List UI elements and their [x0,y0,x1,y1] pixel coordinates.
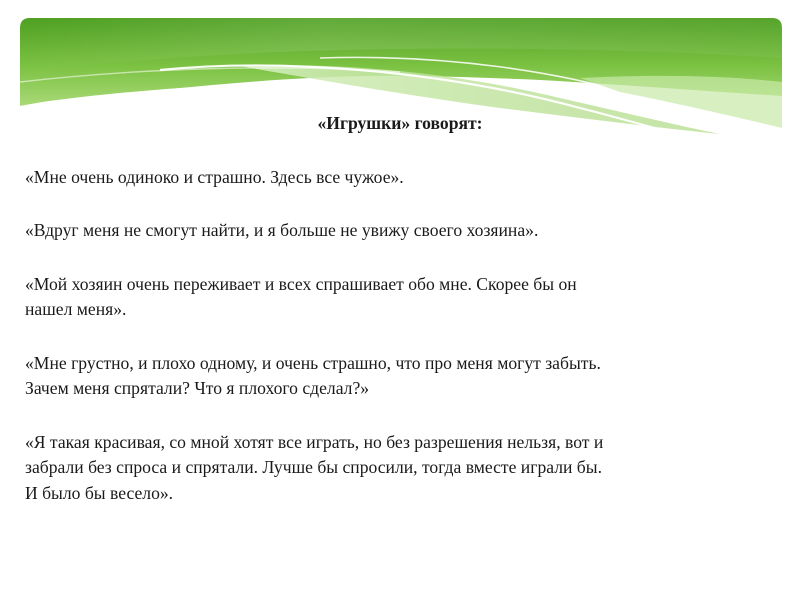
quote-paragraph-1 [25,165,775,191]
quote-line: «Мне грустно, и плохо одному, и очень страшно, что про меня могут забыть. [25,352,601,373]
quote-paragraph-4 [25,351,775,402]
slide-text [25,111,775,506]
quote-line: Зачем меня спрятали? Что я плохого сделал?» [25,378,370,398]
quote-line: забрали без спроса и спрятали. Лучше бы спросили, тогда вместе играли бы. [25,457,602,477]
quote-line: И было бы весело». [25,482,174,503]
quote-line: «Вдруг меня не смогут найти, и я больше не увижу своего хозяина». [25,220,539,240]
quote-line: нашел меня». [25,299,127,319]
quote-line: «Мой хозяин очень переживает и всех спрашивает обо мне. Скорее бы он [25,273,577,294]
quote-paragraph-3 [25,272,775,323]
slide-heading: «Игрушки» говорят: [317,113,483,133]
quote-paragraph-5 [25,430,775,507]
quote-line: «Мне очень одиноко и страшно. Здесь все чужое». [25,166,404,187]
quote-paragraph-2 [25,218,775,244]
quote-line: «Я такая красивая, со мной хотят все играть, но без разрешения нельзя, вот и [25,431,604,452]
